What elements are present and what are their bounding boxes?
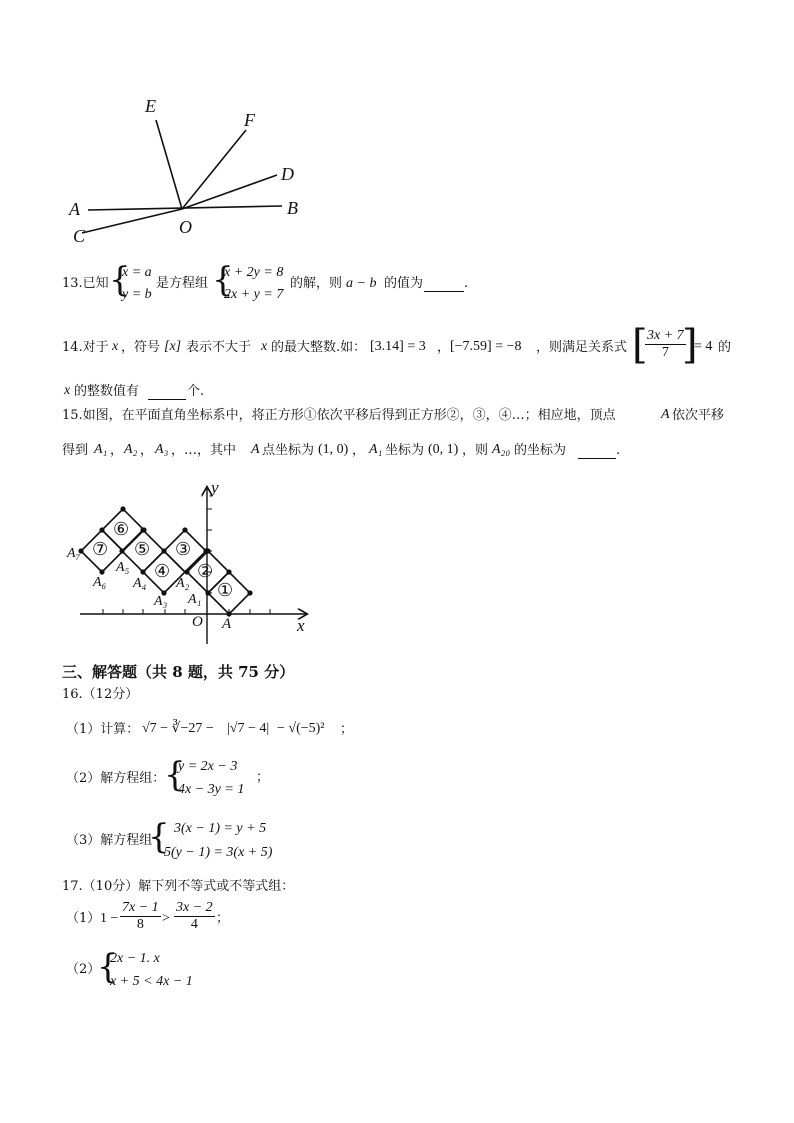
q14-text-c: 表示不大于 (186, 340, 252, 355)
q14-line2-a: 的整数值有 (74, 384, 140, 399)
q13-tail: 的值为 (384, 276, 424, 291)
q15-line2-e: ，则 (462, 443, 489, 458)
q15-A20: A₂₀ (492, 442, 511, 457)
q17-p1-frac-1 (120, 900, 161, 933)
q15-A3: A₃ (155, 442, 169, 457)
q13-brace-1: { (109, 260, 131, 300)
q16-p1-expr-b: |√7 − 4| (227, 721, 270, 736)
q17-p1-label: （1） (66, 911, 101, 926)
square-label-5: ⑤ (134, 539, 151, 560)
point-A1-label: A₁ (188, 592, 202, 607)
q13-sys2-line1: x + 2y = 8 (224, 265, 284, 280)
q15-comma-3: ， (352, 443, 366, 458)
axis-x-label: x (297, 616, 305, 635)
square-label-1: ① (217, 580, 234, 601)
axis-y-label: y (211, 478, 219, 497)
q15-line2-b: ，…，其中 (171, 443, 237, 458)
q13-sys1-line1: x = a (122, 265, 152, 280)
q17-p1-gt: > (162, 911, 170, 926)
square-label-7: ⑦ (92, 539, 109, 560)
q17-p1-end: ； (216, 911, 230, 926)
q14-big-bracket-right: ] (682, 322, 698, 368)
q16-p2-label: （2）解方程组： (66, 771, 166, 786)
point-A5-label: A₅ (116, 560, 130, 575)
point-A2-label: A₂ (176, 576, 190, 591)
q15-comma-2: ， (140, 443, 154, 458)
q15-comma-1: ， (110, 443, 124, 458)
point-A-label: A (222, 616, 232, 632)
point-A6-label: A₆ (93, 575, 107, 590)
q14-eq: = 4 (694, 339, 713, 354)
q16-p1-expr-a: √7 − ∛−27 − (142, 721, 214, 736)
q15-answer-blank[interactable] (578, 446, 616, 459)
label-A: A (69, 199, 80, 219)
q17-title: 17.（10分）解下列不等式或不等式组： (62, 879, 295, 894)
q15-A: A (251, 442, 260, 457)
q14-var-x-3: x (64, 383, 71, 398)
q14-var-x-2: x (261, 339, 268, 354)
q17-p1-a: 1 − (100, 911, 119, 926)
q16-title: 16.（12分） (62, 687, 139, 702)
square-label-2: ② (197, 561, 214, 582)
ray-OE (156, 120, 182, 209)
q13-mid: 是方程组 (156, 276, 209, 291)
q16-p1-end: ； (340, 722, 354, 737)
q15-coordA: (1, 0) (318, 442, 349, 457)
q16-p3-line1: 3(x − 1) = y + 5 (174, 821, 267, 836)
label-D: D (281, 164, 294, 184)
q16-p2-line1: y = 2x − 3 (178, 759, 238, 774)
q13-answer-blank[interactable] (424, 279, 464, 292)
q17-p2-brace: { (97, 947, 119, 987)
q13-brace-2: { (212, 260, 234, 300)
point-A7-label: A₇ (67, 546, 81, 561)
q14-text-d: 的最大整数.如： (271, 340, 367, 355)
q13-prefix: 13.已知 (62, 276, 109, 291)
q14-var-x: x (112, 339, 119, 354)
label-B: B (287, 198, 298, 218)
q16-p3-brace: { (148, 817, 170, 857)
q14-fraction (645, 328, 686, 361)
q15-line1-end: 依次平移 (672, 408, 725, 423)
q17-p1-num2: 3x − 2 (176, 900, 213, 915)
q14-bracket-x: [x] (164, 339, 182, 354)
q15-A1-b: A₁ (369, 442, 383, 457)
q14-example-1: [3.14] = 3 (370, 339, 426, 354)
q16-p1-expr-c: − √(−5)² (277, 721, 325, 736)
q14-example-2: [−7.59] = −8 (450, 339, 522, 354)
q16-p2-end: ； (256, 770, 270, 785)
q15-line2-f: 的坐标为 (514, 443, 567, 458)
label-E: E (145, 96, 156, 116)
q15-line2-a: 得到 (62, 443, 89, 458)
q15-end: . (616, 443, 621, 458)
q14-text-b: ，符号 (121, 340, 161, 355)
q16-p1-label: （1）计算： (66, 722, 140, 737)
q14-line2-b: 个. (187, 384, 205, 399)
q16-p2-line2: 4x − 3y = 1 (178, 782, 245, 797)
q14-text-a: 14.对于 (62, 340, 109, 355)
q16-p2-brace: { (164, 755, 186, 795)
q15-line1: 15.如图，在平面直角坐标系中，将正方形①依次平移后得到正方形②，③，④…；相应地，顶点 (62, 408, 616, 423)
point-A4-label: A₄ (133, 576, 147, 591)
q14-text-e: ，则满足关系式 (536, 340, 628, 355)
q13-expr: a − b (346, 276, 377, 291)
q14-frac-num: 3x + 7 (647, 328, 684, 343)
q17-p1-frac-2 (174, 900, 215, 933)
q15-A1: A₁ (94, 442, 108, 457)
q17-p2-line1: 2x − 1. x (110, 951, 160, 966)
q17-p1-den2: 4 (190, 917, 198, 932)
q13-suffix: 的解，则 (290, 276, 343, 291)
q14-example-sep: ， (437, 340, 451, 355)
origin-label: O (192, 614, 203, 630)
q13-sys1-line2: y = b (122, 287, 152, 302)
q15-A2: A₂ (124, 442, 138, 457)
square-label-4: ④ (154, 561, 171, 582)
q13-sys2-line2: 2x + y = 7 (224, 287, 284, 302)
q14-text-f: 的 (718, 340, 732, 355)
q15-line2-d: 坐标为 (385, 443, 425, 458)
point-A3-label: A₃ (154, 594, 168, 609)
q14-answer-blank[interactable] (148, 387, 186, 400)
q15-coordA1: (0, 1) (428, 442, 459, 457)
ray-OC (82, 209, 182, 233)
q15-line1-A: A (661, 407, 670, 422)
q16-p3-line2: 5(y − 1) = 3(x + 5) (164, 845, 273, 860)
q16-p3-label: （3）解方程组 (66, 833, 153, 848)
square-label-3: ③ (175, 539, 192, 560)
q17-p1-den1: 8 (136, 917, 144, 932)
label-O: O (179, 217, 192, 237)
q17-p1-num1: 7x − 1 (122, 900, 159, 915)
section-3-heading: 三、解答题（共 8 题，共 75 分） (62, 663, 295, 681)
label-C: C (73, 226, 86, 246)
q15-line2-c: 点坐标为 (262, 443, 315, 458)
q17-p2-line2: x + 5 < 4x − 1 (110, 974, 193, 989)
q17-p2-label: （2） (66, 962, 101, 977)
square-label-6: ⑥ (113, 519, 130, 540)
q14-big-bracket-left: [ (632, 322, 648, 368)
q14-frac-den: 7 (661, 345, 669, 360)
label-F: F (244, 110, 255, 130)
q13-end: . (464, 276, 469, 291)
